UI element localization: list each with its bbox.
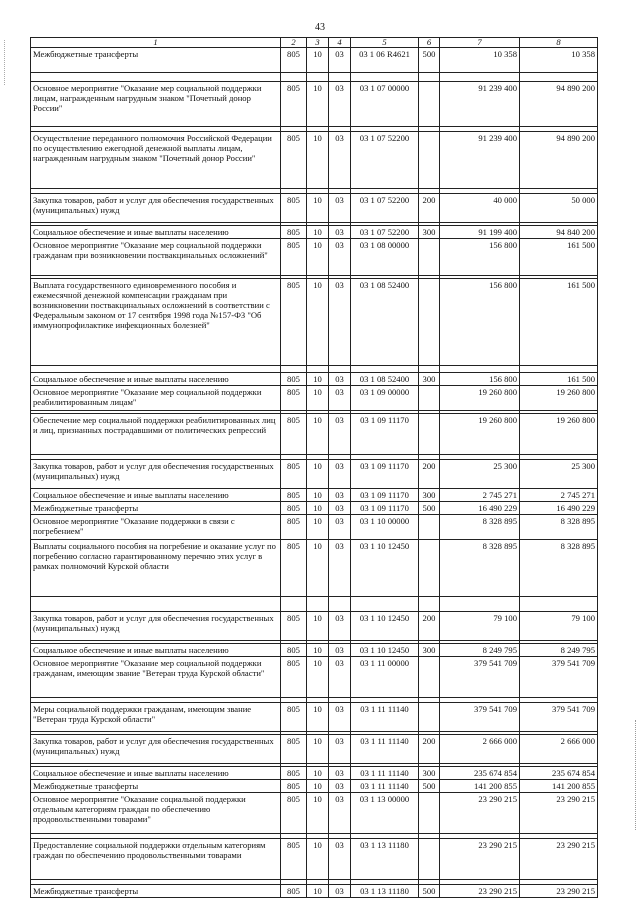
row-amount-year1: 235 674 854 [440,767,520,780]
row-name: Основное мероприятие "Оказание мер социальной поддержки лицам, награжденным нагрудным знаком "Почетный донор России" [31,82,281,127]
row-expense-type: 300 [419,226,440,239]
row-subsection-code: 03 [329,386,351,411]
row-amount-year1: 79 100 [440,612,520,641]
row-expense-type [419,793,440,834]
row-name: Социальное обеспечение и иные выплаты населению [31,644,281,657]
row-amount-year2: 25 300 [520,460,598,489]
row-name: Выплата государственного единовременного пособия и ежемесячной денежной компенсации гражданам при возникновении поствакцинальных осложнений в соответствии с Федеральным законом от 17 сентября 1998 года №157-ФЗ "Об иммунопрофилактике инфекционных болезней" [31,279,281,366]
row-section-code: 10 [307,386,329,411]
row-subsection-code: 03 [329,540,351,597]
row-ministry-code: 805 [281,612,307,641]
table-row [31,502,598,515]
row-name: Межбюджетные трансферты [31,48,281,73]
row-ministry-code: 805 [281,82,307,127]
table-header-row [31,38,598,48]
row-expense-type: 500 [419,780,440,793]
spacer-cell [307,73,329,82]
row-target-code: 03 1 13 11180 [351,885,419,898]
row-expense-type: 300 [419,373,440,386]
row-name: Социальное обеспечение и иные выплаты населению [31,767,281,780]
table-row [31,515,598,540]
row-expense-type [419,82,440,127]
row-amount-year1: 2 745 271 [440,489,520,502]
row-expense-type [419,703,440,732]
spacer-cell [329,366,351,373]
row-subsection-code: 03 [329,132,351,189]
table-row [31,226,598,239]
row-subsection-code: 03 [329,515,351,540]
row-subsection-code: 03 [329,735,351,764]
column-header: 6 [419,38,440,48]
table-row [31,279,598,366]
row-amount-year2: 50 000 [520,194,598,223]
row-amount-year2: 10 358 [520,48,598,73]
row-expense-type: 200 [419,194,440,223]
row-amount-year1: 40 000 [440,194,520,223]
row-target-code: 03 1 06 R4621 [351,48,419,73]
row-amount-year2: 235 674 854 [520,767,598,780]
row-ministry-code: 805 [281,502,307,515]
table-row [31,657,598,698]
row-ministry-code: 805 [281,839,307,880]
spacer-cell [440,73,520,82]
row-target-code: 03 1 09 00000 [351,386,419,411]
table-row [31,780,598,793]
row-amount-year1: 156 800 [440,239,520,276]
row-amount-year2: 94 840 200 [520,226,598,239]
row-amount-year2: 161 500 [520,373,598,386]
row-expense-type: 500 [419,48,440,73]
row-target-code: 03 1 10 00000 [351,515,419,540]
row-amount-year2: 23 290 215 [520,839,598,880]
row-amount-year2: 94 890 200 [520,132,598,189]
table-row [31,460,598,489]
table-row [31,885,598,898]
row-subsection-code: 03 [329,82,351,127]
table-row [31,414,598,455]
row-amount-year1: 141 200 855 [440,780,520,793]
row-expense-type [419,515,440,540]
row-target-code: 03 1 07 52200 [351,194,419,223]
row-subsection-code: 03 [329,703,351,732]
row-ministry-code: 805 [281,515,307,540]
row-name: Межбюджетные трансферты [31,885,281,898]
row-amount-year2: 19 260 800 [520,386,598,411]
row-name: Закупка товаров, работ и услуг для обеспечения государственных (муниципальных) нужд [31,612,281,641]
row-name: Основное мероприятие "Оказание мер социальной поддержки реабилитированным лицам" [31,386,281,411]
table-row [31,132,598,189]
row-ministry-code: 805 [281,194,307,223]
row-name: Основное мероприятие "Оказание мер социальной поддержки гражданам при возникновении поствакцинальных осложнений" [31,239,281,276]
row-amount-year1: 156 800 [440,373,520,386]
row-subsection-code: 03 [329,373,351,386]
row-section-code: 10 [307,414,329,455]
row-expense-type: 500 [419,885,440,898]
spacer-cell [329,597,351,612]
row-ministry-code: 805 [281,414,307,455]
row-name: Выплаты социального пособия на погребение и оказание услуг по погребению согласно гарантированному перечню этих услуг в рамках полномочий Курской области [31,540,281,597]
table-row [31,839,598,880]
row-amount-year1: 23 290 215 [440,793,520,834]
row-section-code: 10 [307,735,329,764]
row-amount-year2: 8 249 795 [520,644,598,657]
row-target-code: 03 1 11 11140 [351,703,419,732]
row-ministry-code: 805 [281,279,307,366]
row-ministry-code: 805 [281,226,307,239]
row-expense-type: 200 [419,612,440,641]
row-expense-type: 300 [419,767,440,780]
row-amount-year1: 156 800 [440,279,520,366]
row-ministry-code: 805 [281,657,307,698]
row-subsection-code: 03 [329,780,351,793]
column-header: 1 [31,38,281,48]
row-name: Основное мероприятие "Оказание мер социальной поддержки гражданам, имеющим звание "Ветеран труда Курской области" [31,657,281,698]
spacer-cell [351,366,419,373]
row-subsection-code: 03 [329,793,351,834]
row-subsection-code: 03 [329,194,351,223]
row-expense-type: 200 [419,460,440,489]
row-target-code: 03 1 09 11170 [351,414,419,455]
row-amount-year1: 379 541 709 [440,657,520,698]
row-ministry-code: 805 [281,239,307,276]
row-name: Закупка товаров, работ и услуг для обеспечения государственных (муниципальных) нужд [31,194,281,223]
row-ministry-code: 805 [281,793,307,834]
row-subsection-code: 03 [329,767,351,780]
row-ministry-code: 805 [281,48,307,73]
row-target-code: 03 1 10 12450 [351,612,419,641]
row-amount-year1: 10 358 [440,48,520,73]
row-ministry-code: 805 [281,885,307,898]
spacer-cell [419,73,440,82]
row-subsection-code: 03 [329,839,351,880]
row-amount-year2: 19 260 800 [520,414,598,455]
row-amount-year1: 23 290 215 [440,885,520,898]
row-section-code: 10 [307,226,329,239]
row-target-code: 03 1 07 52200 [351,132,419,189]
spacer-cell [307,597,329,612]
row-subsection-code: 03 [329,460,351,489]
spacer-cell [520,597,598,612]
row-spacer [31,597,598,612]
row-ministry-code: 805 [281,735,307,764]
row-target-code: 03 1 08 52400 [351,373,419,386]
row-amount-year1: 16 490 229 [440,502,520,515]
scan-edge-mark [635,720,637,830]
row-amount-year2: 23 290 215 [520,793,598,834]
row-name: Закупка товаров, работ и услуг для обеспечения государственных (муниципальных) нужд [31,460,281,489]
row-amount-year2: 8 328 895 [520,540,598,597]
row-ministry-code: 805 [281,767,307,780]
row-amount-year1: 2 666 000 [440,735,520,764]
row-subsection-code: 03 [329,414,351,455]
row-expense-type: 300 [419,489,440,502]
row-name: Закупка товаров, работ и услуг для обеспечения государственных (муниципальных) нужд [31,735,281,764]
row-section-code: 10 [307,780,329,793]
row-subsection-code: 03 [329,48,351,73]
row-subsection-code: 03 [329,279,351,366]
column-header: 3 [307,38,329,48]
row-name: Межбюджетные трансферты [31,502,281,515]
row-amount-year2: 141 200 855 [520,780,598,793]
column-header: 2 [281,38,307,48]
row-ministry-code: 805 [281,373,307,386]
row-section-code: 10 [307,132,329,189]
table-row [31,703,598,732]
row-ministry-code: 805 [281,460,307,489]
row-ministry-code: 805 [281,780,307,793]
spacer-cell [281,366,307,373]
row-target-code: 03 1 11 11140 [351,767,419,780]
column-header: 7 [440,38,520,48]
spacer-cell [351,73,419,82]
row-section-code: 10 [307,885,329,898]
row-section-code: 10 [307,82,329,127]
row-amount-year2: 379 541 709 [520,657,598,698]
table-row [31,194,598,223]
row-amount-year2: 161 500 [520,279,598,366]
row-subsection-code: 03 [329,226,351,239]
row-target-code: 03 1 11 00000 [351,657,419,698]
row-target-code: 03 1 07 52200 [351,226,419,239]
spacer-cell [351,597,419,612]
row-section-code: 10 [307,657,329,698]
row-amount-year1: 23 290 215 [440,839,520,880]
column-header: 8 [520,38,598,48]
row-amount-year2: 8 328 895 [520,515,598,540]
table-row [31,540,598,597]
row-spacer [31,73,598,82]
row-name: Социальное обеспечение и иные выплаты населению [31,226,281,239]
spacer-cell [31,597,281,612]
row-section-code: 10 [307,48,329,73]
row-target-code: 03 1 08 52400 [351,279,419,366]
row-section-code: 10 [307,703,329,732]
row-amount-year2: 2 745 271 [520,489,598,502]
row-amount-year1: 25 300 [440,460,520,489]
row-section-code: 10 [307,373,329,386]
row-section-code: 10 [307,460,329,489]
spacer-cell [329,73,351,82]
page-number: 43 [315,22,325,33]
row-section-code: 10 [307,239,329,276]
row-ministry-code: 805 [281,489,307,502]
spacer-cell [31,73,281,82]
row-section-code: 10 [307,279,329,366]
row-amount-year1: 91 199 400 [440,226,520,239]
row-amount-year1: 8 328 895 [440,540,520,597]
row-amount-year2: 16 490 229 [520,502,598,515]
row-target-code: 03 1 08 00000 [351,239,419,276]
column-header: 5 [351,38,419,48]
row-expense-type [419,386,440,411]
table-row [31,48,598,73]
spacer-cell [520,73,598,82]
spacer-cell [31,366,281,373]
row-amount-year1: 8 328 895 [440,515,520,540]
row-section-code: 10 [307,839,329,880]
row-expense-type [419,239,440,276]
row-section-code: 10 [307,540,329,597]
row-subsection-code: 03 [329,489,351,502]
row-amount-year2: 23 290 215 [520,885,598,898]
row-name: Предоставление социальной поддержки отдельным категориям граждан по обеспечению продовольственными товарами [31,839,281,880]
table-row [31,735,598,764]
row-section-code: 10 [307,793,329,834]
row-amount-year2: 2 666 000 [520,735,598,764]
row-amount-year1: 91 239 400 [440,82,520,127]
row-amount-year2: 94 890 200 [520,82,598,127]
table-row [31,489,598,502]
row-amount-year1: 19 260 800 [440,386,520,411]
row-name: Социальное обеспечение и иные выплаты населению [31,373,281,386]
row-subsection-code: 03 [329,644,351,657]
row-ministry-code: 805 [281,386,307,411]
row-amount-year1: 379 541 709 [440,703,520,732]
scan-edge-mark [4,40,6,85]
row-expense-type [419,132,440,189]
table-row [31,612,598,641]
row-subsection-code: 03 [329,612,351,641]
spacer-cell [440,366,520,373]
column-header: 4 [329,38,351,48]
table-row [31,386,598,411]
row-name: Межбюджетные трансферты [31,780,281,793]
table-row [31,644,598,657]
row-name: Меры социальной поддержки гражданам, имеющим звание "Ветеран труда Курской области" [31,703,281,732]
row-name: Осуществление переданного полномочия Российской Федерации по осуществлению ежегодной денежной выплаты лицам, награжденным нагрудным знаком "Почетный донор России" [31,132,281,189]
row-section-code: 10 [307,612,329,641]
row-name: Социальное обеспечение и иные выплаты населению [31,489,281,502]
row-section-code: 10 [307,489,329,502]
budget-table [30,37,598,898]
row-section-code: 10 [307,644,329,657]
row-target-code: 03 1 09 11170 [351,460,419,489]
row-expense-type [419,540,440,597]
row-expense-type: 300 [419,644,440,657]
row-name: Основное мероприятие "Оказание социальной поддержки отдельным категориям граждан по обеспечению продовольственными товарами" [31,793,281,834]
row-subsection-code: 03 [329,502,351,515]
spacer-cell [440,597,520,612]
row-subsection-code: 03 [329,885,351,898]
row-ministry-code: 805 [281,703,307,732]
table-row [31,767,598,780]
row-section-code: 10 [307,767,329,780]
table-row [31,793,598,834]
row-amount-year1: 8 249 795 [440,644,520,657]
row-target-code: 03 1 11 11140 [351,735,419,764]
row-target-code: 03 1 09 11170 [351,502,419,515]
row-spacer [31,366,598,373]
row-name: Основное мероприятие "Оказание поддержки в связи с погребением" [31,515,281,540]
row-ministry-code: 805 [281,540,307,597]
row-amount-year1: 91 239 400 [440,132,520,189]
row-target-code: 03 1 07 00000 [351,82,419,127]
row-expense-type [419,414,440,455]
spacer-cell [419,597,440,612]
row-expense-type: 500 [419,502,440,515]
row-section-code: 10 [307,194,329,223]
spacer-cell [281,597,307,612]
row-name: Обеспечение мер социальной поддержки реабилитированных лиц и лиц, признанных пострадавшими от политических репрессий [31,414,281,455]
row-target-code: 03 1 13 11180 [351,839,419,880]
row-amount-year2: 161 500 [520,239,598,276]
row-subsection-code: 03 [329,239,351,276]
row-target-code: 03 1 10 12450 [351,644,419,657]
row-target-code: 03 1 10 12450 [351,540,419,597]
row-subsection-code: 03 [329,657,351,698]
row-expense-type [419,279,440,366]
row-ministry-code: 805 [281,132,307,189]
row-amount-year2: 79 100 [520,612,598,641]
table-row [31,239,598,276]
row-section-code: 10 [307,502,329,515]
row-expense-type [419,657,440,698]
row-target-code: 03 1 09 11170 [351,489,419,502]
table-row [31,373,598,386]
row-amount-year1: 19 260 800 [440,414,520,455]
spacer-cell [419,366,440,373]
row-expense-type [419,839,440,880]
spacer-cell [307,366,329,373]
row-target-code: 03 1 13 00000 [351,793,419,834]
row-section-code: 10 [307,515,329,540]
table-row [31,82,598,127]
row-amount-year2: 379 541 709 [520,703,598,732]
row-ministry-code: 805 [281,644,307,657]
spacer-cell [281,73,307,82]
row-expense-type: 200 [419,735,440,764]
spacer-cell [520,366,598,373]
row-target-code: 03 1 11 11140 [351,780,419,793]
